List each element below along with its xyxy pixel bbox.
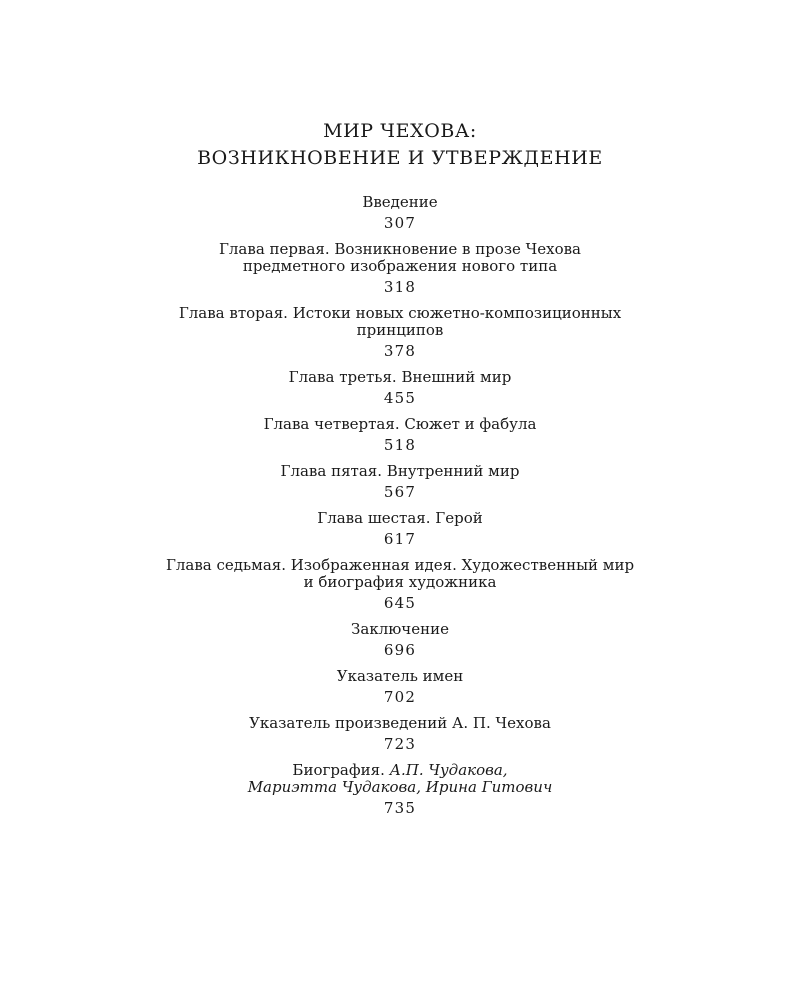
toc-entry-title-line: принципов — [356, 321, 444, 339]
toc-entry-title — [100, 194, 700, 211]
toc-entry-name-index[interactable] — [0, 668, 800, 706]
toc-entry-introduction[interactable] — [0, 194, 800, 232]
toc-entry-page-number: 645 — [383, 594, 417, 612]
biography-label: Биография. — [292, 761, 385, 779]
toc-entry-page-number: 696 — [383, 641, 417, 659]
toc-entry-chapter-6[interactable] — [0, 510, 800, 548]
toc-entry-title-line — [100, 762, 700, 779]
toc-entry-chapter-7[interactable] — [0, 557, 800, 612]
toc-entry-title — [100, 557, 700, 591]
toc-entry-page-number: 378 — [383, 342, 417, 360]
toc-entry-title-line: Введение — [362, 193, 438, 211]
toc-entry-title — [100, 668, 700, 685]
toc-entry-title-line: Глава вторая. Истоки новых сюжетно-композиционных — [178, 304, 622, 322]
toc-entry-title-line: Глава пятая. Внутренний мир — [280, 462, 520, 480]
toc-entry-page-number: 702 — [383, 688, 417, 706]
section-title-line-2: ВОЗНИКНОВЕНИЕ И УТВЕРЖДЕНИЕ — [197, 147, 603, 169]
toc-entry-title — [100, 715, 700, 732]
toc-entry-title-line: Глава четвертая. Сюжет и фабула — [263, 415, 537, 433]
toc-entry-title-line: Глава первая. Возникновение в прозе Чехова — [218, 240, 582, 258]
toc-entry-title — [100, 510, 700, 527]
toc-entry-title-line: Глава седьмая. Изображенная идея. Художественный мир — [165, 556, 635, 574]
toc-entry-title-line: Глава шестая. Герой — [317, 509, 483, 527]
toc-entry-title — [100, 762, 700, 796]
toc-entry-title — [100, 416, 700, 433]
toc-entry-title — [100, 621, 700, 638]
toc-entry-page-number: 307 — [383, 214, 417, 232]
toc-entry-chapter-4[interactable] — [0, 416, 800, 454]
section-title — [0, 118, 800, 172]
toc-entry-chapter-5[interactable] — [0, 463, 800, 501]
biography-authors-line-1: А.П. Чудакова, — [389, 761, 508, 779]
toc-entry-chapter-2[interactable] — [0, 305, 800, 360]
toc-entry-title — [100, 369, 700, 386]
biography-authors-line-2: Мариэтта Чудакова, Ирина Гитович — [247, 778, 553, 796]
toc-entry-page-number: 567 — [383, 483, 417, 501]
toc-entry-title-line: Заключение — [351, 620, 449, 638]
toc-entry-biography[interactable] — [0, 762, 800, 817]
toc-entry-title-line: предметного изображения нового типа — [242, 257, 558, 275]
toc-entry-title — [100, 463, 700, 480]
toc-entry-title — [100, 241, 700, 275]
toc-entry-chapter-1[interactable] — [0, 241, 800, 296]
toc-entry-chapter-3[interactable] — [0, 369, 800, 407]
toc-entry-title-line: и биография художника — [303, 573, 497, 591]
toc-entry-title — [100, 305, 700, 339]
toc-entry-page-number: 617 — [383, 530, 417, 548]
section-title-line-1: МИР ЧЕХОВА: — [323, 120, 477, 142]
toc-entry-page-number: 723 — [383, 735, 417, 753]
toc-entry-title-line: Указатель произведений А. П. Чехова — [249, 714, 551, 732]
toc-entry-title-line: Глава третья. Внешний мир — [288, 368, 512, 386]
table-of-contents — [0, 194, 800, 817]
toc-entry-page-number: 518 — [383, 436, 417, 454]
toc-entry-page-number: 735 — [383, 799, 417, 817]
toc-entry-conclusion[interactable] — [0, 621, 800, 659]
toc-entry-works-index[interactable] — [0, 715, 800, 753]
toc-entry-page-number: 318 — [383, 278, 417, 296]
toc-entry-title-line: Указатель имен — [336, 667, 464, 685]
toc-entry-page-number: 455 — [383, 389, 417, 407]
